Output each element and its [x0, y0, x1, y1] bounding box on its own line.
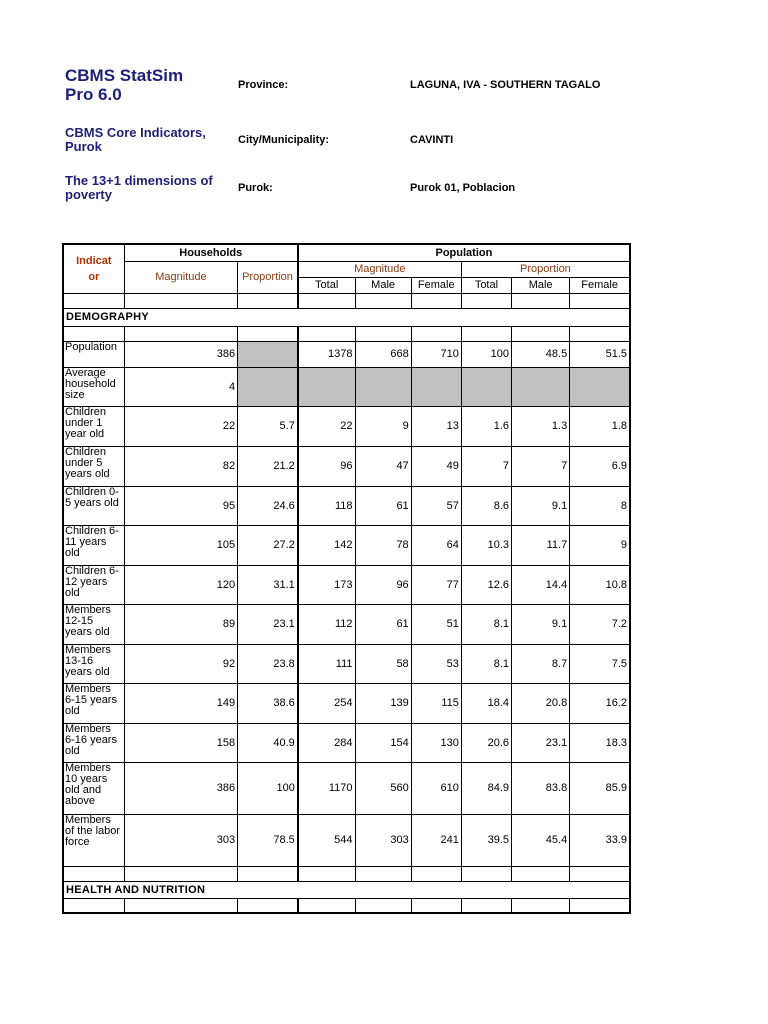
hh-magnitude-cell: 92 — [124, 644, 237, 683]
prop-male-cell — [512, 367, 570, 406]
hh-proportion-cell: 21.2 — [238, 446, 298, 486]
hh-magnitude-cell: 89 — [124, 604, 237, 644]
prop-total-cell: 8.1 — [461, 644, 511, 683]
pop-male-cell: 58 — [355, 644, 411, 683]
indicator-label: Children under 1 year old — [63, 406, 124, 446]
prop-male-cell: 11.7 — [512, 525, 570, 565]
prop-female-cell: 18.3 — [570, 723, 630, 762]
prop-total-cell: 12.6 — [461, 565, 511, 604]
pop-male-cell: 668 — [355, 341, 411, 367]
prop-female-cell: 33.9 — [570, 814, 630, 866]
hh-proportion-cell: 38.6 — [238, 683, 298, 723]
prop-female-cell: 1.8 — [570, 406, 630, 446]
indicator-label: Members 6-15 years old — [63, 683, 124, 723]
hh-proportion-cell: 23.1 — [238, 604, 298, 644]
pop-male-cell: 560 — [355, 762, 411, 814]
indicator-label: Average household size — [63, 367, 124, 406]
pp-total-header: Total — [461, 277, 511, 293]
table-row — [63, 341, 630, 367]
pop-male-cell: 9 — [355, 406, 411, 446]
pop-female-cell: 710 — [411, 341, 461, 367]
pop-female-cell: 610 — [411, 762, 461, 814]
city-label: City/Municipality: — [238, 134, 330, 146]
pop-female-cell: 13 — [411, 406, 461, 446]
pop-female-cell: 64 — [411, 525, 461, 565]
prop-total-cell: 7 — [461, 446, 511, 486]
table-row — [63, 446, 630, 486]
indicator-label: Members 6-16 years old — [63, 723, 124, 762]
pop-male-cell: 303 — [355, 814, 411, 866]
report-subtitle: CBMS Core Indicators, Purok — [65, 125, 206, 154]
pop-proportion-header: Proportion — [461, 261, 630, 277]
hh-magnitude-cell: 95 — [124, 486, 237, 525]
hh-proportion-cell: 40.9 — [238, 723, 298, 762]
pop-female-cell: 130 — [411, 723, 461, 762]
prop-male-cell: 48.5 — [512, 341, 570, 367]
section-health-nutrition: HEALTH AND NUTRITION — [63, 881, 630, 898]
table-row — [63, 367, 630, 406]
hh-magnitude-cell: 158 — [124, 723, 237, 762]
prop-male-cell: 45.4 — [512, 814, 570, 866]
pop-total-cell: 1378 — [298, 341, 355, 367]
hh-magnitude-cell: 22 — [124, 406, 237, 446]
prop-total-cell: 1.6 — [461, 406, 511, 446]
pm-female-header: Female — [411, 277, 461, 293]
prop-female-cell: 16.2 — [570, 683, 630, 723]
report-description: The 13+1 dimensions of poverty — [65, 173, 213, 202]
table-row — [63, 762, 630, 814]
section-demography: DEMOGRAPHY — [63, 308, 630, 326]
pop-male-cell: 78 — [355, 525, 411, 565]
prop-male-cell: 9.1 — [512, 604, 570, 644]
pop-male-cell: 139 — [355, 683, 411, 723]
table-row — [63, 486, 630, 525]
prop-female-cell: 8 — [570, 486, 630, 525]
hh-proportion-cell: 23.8 — [238, 644, 298, 683]
spacer-row — [63, 898, 630, 913]
pop-female-cell — [411, 367, 461, 406]
pop-total-cell: 254 — [298, 683, 355, 723]
prop-total-cell: 100 — [461, 341, 511, 367]
prop-female-cell: 7.2 — [570, 604, 630, 644]
pop-female-cell: 49 — [411, 446, 461, 486]
prop-male-cell: 83.8 — [512, 762, 570, 814]
prop-male-cell: 8.7 — [512, 644, 570, 683]
prop-total-cell: 10.3 — [461, 525, 511, 565]
indicator-label: Children under 5 years old — [63, 446, 124, 486]
purok-label: Purok: — [238, 182, 273, 194]
pop-total-cell: 284 — [298, 723, 355, 762]
indicator-label: Members 12-15 years old — [63, 604, 124, 644]
hh-proportion-cell: 100 — [238, 762, 298, 814]
pp-female-header: Female — [570, 277, 630, 293]
pop-total-cell: 1170 — [298, 762, 355, 814]
indicator-label: Members of the labor force — [63, 814, 124, 866]
hh-magnitude-cell: 82 — [124, 446, 237, 486]
pop-total-cell: 112 — [298, 604, 355, 644]
app-title: CBMS StatSim Pro 6.0 — [65, 66, 184, 104]
province-label: Province: — [238, 79, 289, 91]
pop-female-cell: 53 — [411, 644, 461, 683]
pop-male-cell: 154 — [355, 723, 411, 762]
table-row — [63, 683, 630, 723]
indicator-label: Population — [63, 341, 124, 367]
prop-female-cell: 10.8 — [570, 565, 630, 604]
pop-total-cell: 22 — [298, 406, 355, 446]
hh-proportion-cell — [238, 341, 298, 367]
prop-total-cell: 8.1 — [461, 604, 511, 644]
prop-male-cell: 1.3 — [512, 406, 570, 446]
pop-female-cell: 241 — [411, 814, 461, 866]
hh-proportion-header: Proportion — [238, 261, 298, 293]
table-row — [63, 525, 630, 565]
spacer-row — [63, 866, 630, 881]
table-row — [63, 604, 630, 644]
hh-magnitude-cell: 105 — [124, 525, 237, 565]
pp-male-header: Male — [512, 277, 570, 293]
prop-female-cell: 51.5 — [570, 341, 630, 367]
prop-total-cell: 18.4 — [461, 683, 511, 723]
pop-male-cell: 61 — [355, 486, 411, 525]
prop-total-cell: 20.6 — [461, 723, 511, 762]
table-row — [63, 644, 630, 683]
hh-magnitude-cell: 386 — [124, 762, 237, 814]
indicator-label: Children 6-12 years old — [63, 565, 124, 604]
hh-magnitude-cell: 386 — [124, 341, 237, 367]
prop-female-cell: 6.9 — [570, 446, 630, 486]
indicator-label: Members 10 years old and above — [63, 762, 124, 814]
pop-female-cell: 57 — [411, 486, 461, 525]
prop-female-cell — [570, 367, 630, 406]
households-header: Households — [124, 244, 298, 261]
indicator-label: Members 13-16 years old — [63, 644, 124, 683]
prop-total-cell: 8.6 — [461, 486, 511, 525]
pm-male-header: Male — [355, 277, 411, 293]
hh-magnitude-header: Magnitude — [124, 261, 237, 293]
pop-male-cell: 47 — [355, 446, 411, 486]
table-row — [63, 406, 630, 446]
pop-male-cell: 96 — [355, 565, 411, 604]
table-row — [63, 814, 630, 866]
city-value: CAVINTI — [410, 134, 454, 146]
pop-female-cell: 77 — [411, 565, 461, 604]
table-row — [63, 565, 630, 604]
prop-total-cell: 84.9 — [461, 762, 511, 814]
pop-male-cell: 61 — [355, 604, 411, 644]
pop-female-cell: 115 — [411, 683, 461, 723]
hh-proportion-cell — [238, 367, 298, 406]
pop-magnitude-header: Magnitude — [298, 261, 462, 277]
indicators-table — [62, 243, 631, 914]
hh-proportion-cell: 27.2 — [238, 525, 298, 565]
prop-male-cell: 20.8 — [512, 683, 570, 723]
hh-proportion-cell: 31.1 — [238, 565, 298, 604]
pop-total-cell: 118 — [298, 486, 355, 525]
prop-total-cell: 39.5 — [461, 814, 511, 866]
hh-proportion-cell: 5.7 — [238, 406, 298, 446]
hh-magnitude-cell: 303 — [124, 814, 237, 866]
hh-magnitude-cell: 4 — [124, 367, 237, 406]
indicator-header: Indicat or — [63, 244, 124, 293]
hh-magnitude-cell: 149 — [124, 683, 237, 723]
prop-female-cell: 85.9 — [570, 762, 630, 814]
pop-total-cell: 96 — [298, 446, 355, 486]
province-value: LAGUNA, IVA - SOUTHERN TAGALO — [410, 79, 601, 91]
pop-male-cell — [355, 367, 411, 406]
prop-male-cell: 23.1 — [512, 723, 570, 762]
pop-total-cell — [298, 367, 355, 406]
prop-male-cell: 14.4 — [512, 565, 570, 604]
spacer-row — [63, 293, 630, 308]
pop-total-cell: 173 — [298, 565, 355, 604]
prop-male-cell: 9.1 — [512, 486, 570, 525]
pop-female-cell: 51 — [411, 604, 461, 644]
pm-total-header: Total — [298, 277, 355, 293]
hh-proportion-cell: 24.6 — [238, 486, 298, 525]
prop-total-cell — [461, 367, 511, 406]
pop-total-cell: 142 — [298, 525, 355, 565]
hh-proportion-cell: 78.5 — [238, 814, 298, 866]
pop-total-cell: 544 — [298, 814, 355, 866]
spacer-row — [63, 326, 630, 341]
pop-total-cell: 111 — [298, 644, 355, 683]
population-header: Population — [298, 244, 630, 261]
prop-female-cell: 7.5 — [570, 644, 630, 683]
prop-female-cell: 9 — [570, 525, 630, 565]
prop-male-cell: 7 — [512, 446, 570, 486]
hh-magnitude-cell: 120 — [124, 565, 237, 604]
indicator-label: Children 0-5 years old — [63, 486, 124, 525]
indicator-label: Children 6-11 years old — [63, 525, 124, 565]
table-row — [63, 723, 630, 762]
purok-value: Purok 01, Poblacion — [410, 182, 516, 194]
